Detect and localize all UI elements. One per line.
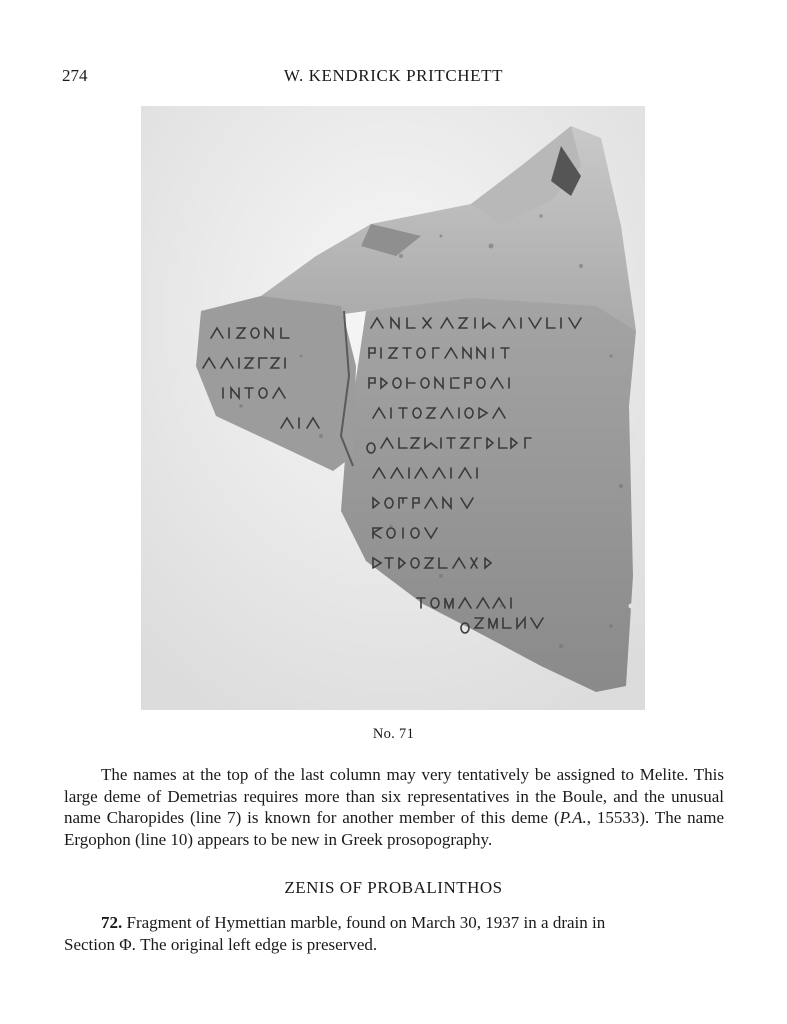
paragraph-melite [64,764,724,850]
page-number: 274 [62,66,88,85]
pa-reference: P.A. [559,808,587,827]
paragraph-text-1: The names at the top of the last column may very tentatively be assigned to Melite. This large deme of Demetrias requires more than six representatives in the Boule, and the unusual name Charopides (line 7) is known for another member of this deme ( [64,765,724,827]
entry-72 [64,912,724,955]
entry-text-line-1: Fragment of Hymettian marble, found on March 30, 1937 in a drain in [122,913,606,932]
entry-text-line-2: Section Φ. The original left edge is preserved. [64,934,378,954]
running-head: W. KENDRICK PRITCHETT [283,66,504,85]
section-heading: ZENIS OF PROBALINTHOS [284,878,503,897]
paragraph-text-2: , 15533). The name Ergophon (line 10) appears to be new in Greek prosopography. [64,808,724,849]
figure-caption: No. 71 [372,726,415,742]
inscription-photograph [141,106,645,710]
entry-number: 72. [101,913,123,932]
